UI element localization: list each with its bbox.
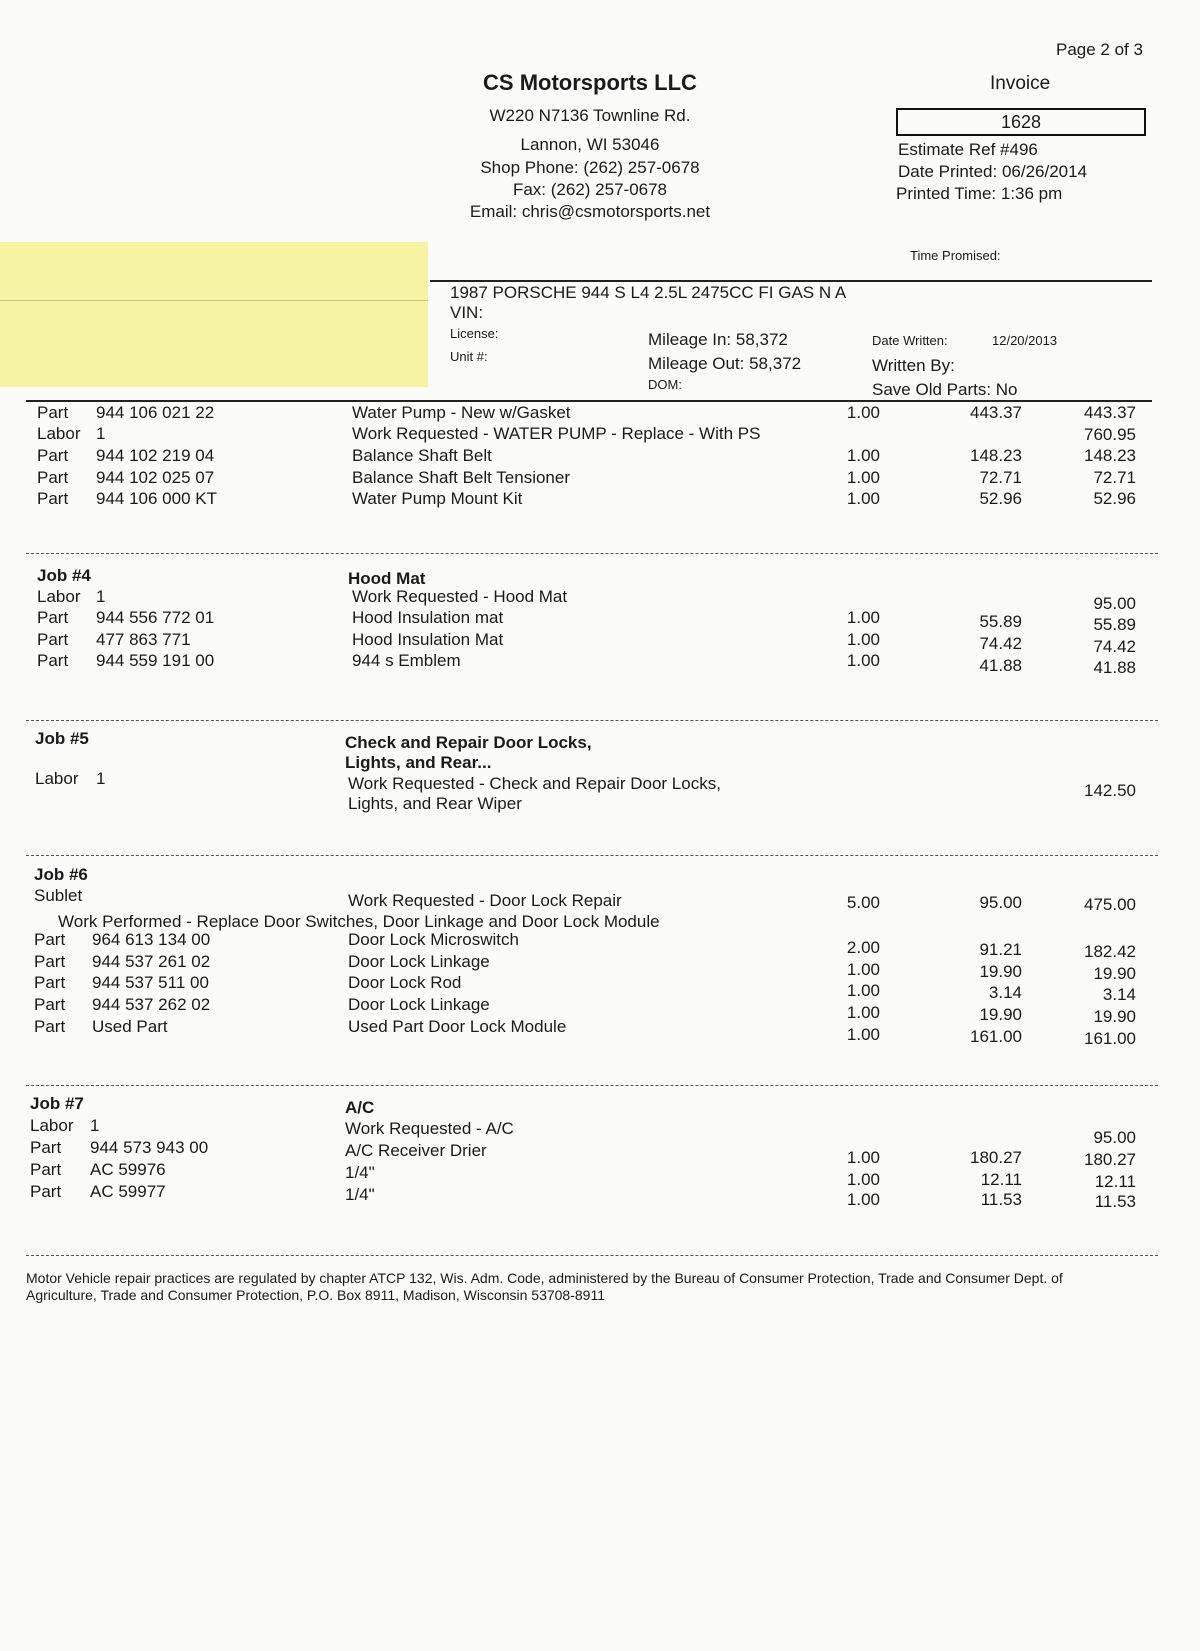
- shop-email: Email: chris@csmotorsports.net: [469, 202, 711, 221]
- line-item: Labor 1 Work Requested - Hood Mat 95.00: [37, 587, 1136, 613]
- shop-phone: Shop Phone: (262) 257-0678: [480, 158, 700, 177]
- dom-label: DOM:: [648, 377, 682, 392]
- line-item: Part 944 106 000 KT Water Pump Mount Kit 1.00 52.96 52.96: [37, 489, 1136, 508]
- printed-time: Printed Time: 1:36 pm: [896, 184, 1063, 203]
- shop-name: CS Motorsports LLC: [483, 70, 697, 95]
- line-item: Part 944 573 943 00 A/C Receiver Drier 1.00 180.27 180.27: [30, 1138, 1136, 1169]
- line-item: Part 964 613 134 00 Door Lock Microswitch 2.00 91.21 182.42: [34, 930, 1136, 961]
- date-printed: Date Printed: 06/26/2014: [898, 162, 1088, 181]
- job-name: Check and Repair Door Locks,: [345, 733, 592, 752]
- line-item: Part 944 559 191 00 944 s Emblem 1.00 41.88 41.88: [37, 651, 1136, 677]
- unit-label: Unit #:: [450, 349, 488, 364]
- line-item: Labor 1 Work Requested - A/C 95.00: [30, 1116, 1136, 1147]
- job-name: A/C: [345, 1098, 375, 1117]
- job-divider: [26, 1085, 1158, 1086]
- line-item: Labor 1 Work Requested - Check and Repair Door Locks, 142.50: [35, 769, 1136, 800]
- mileage-in: Mileage In: 58,372: [648, 330, 788, 349]
- mileage-out: Mileage Out: 58,372: [648, 354, 802, 373]
- vehicle-top-rule: [430, 280, 1152, 282]
- vin-label: VIN:: [450, 303, 484, 322]
- written-by: Written By:: [872, 356, 955, 375]
- line-item: Part 944 537 262 02 Door Lock Linkage 1.00 19.90 19.90: [34, 995, 1136, 1026]
- date-written: 12/20/2013: [992, 333, 1058, 348]
- invoice-label: Invoice: [990, 73, 1051, 94]
- shop-fax: Fax: (262) 257-0678: [512, 180, 668, 199]
- line-item-desc-cont: Lights, and Rear Wiper: [348, 794, 522, 813]
- invoice-number: 1628: [1000, 112, 1042, 132]
- estimate-ref: Estimate Ref #496: [898, 140, 1038, 159]
- page-number: Page 2 of 3: [1056, 40, 1143, 59]
- vehicle-description: 1987 PORSCHE 944 S L4 2.5L 2475CC FI GAS N A: [450, 283, 847, 302]
- job-title: Job #6: [34, 865, 88, 884]
- line-item: Part 944 102 025 07 Balance Shaft Belt Tensioner 1.00 72.71 72.71: [37, 468, 1136, 487]
- invoice-number-box: [896, 108, 1146, 136]
- work-performed: Work Performed - Replace Door Switches, Door Linkage and Door Lock Module: [58, 912, 660, 931]
- job-title: Job #4: [37, 566, 91, 585]
- time-promised: Time Promised:: [910, 248, 1001, 263]
- line-item: Part 944 537 261 02 Door Lock Linkage 1.00 19.90 19.90: [34, 952, 1136, 983]
- sticky-note-fold: [0, 300, 428, 301]
- shop-city: Lannon, WI 53046: [520, 135, 660, 154]
- regulation-notice: Motor Vehicle repair practices are regulated by chapter ATCP 132, Wis. Adm. Code, administered by the Bureau of Consumer Protection, Trade and Consumer Dept. of Agriculture, Trade and Consumer Protection, P.O. Box 8911, Madison, Wisconsin 53708-8911: [26, 1270, 1063, 1303]
- save-old-parts: Save Old Parts: No: [872, 380, 1018, 399]
- lines-top-rule: [26, 400, 1152, 402]
- job-title: Job #7: [30, 1094, 84, 1113]
- job-name-cont: Lights, and Rear...: [345, 753, 492, 772]
- line-item: Labor 1 Work Requested - WATER PUMP - Replace - With PS 760.95: [37, 424, 1136, 444]
- job-title: Job #5: [35, 729, 89, 748]
- line-item: Part 944 537 511 00 Door Lock Rod 1.00 3.14 3.14: [34, 973, 1136, 1004]
- line-item: Part AC 59976 1/4" 1.00 12.11 12.11: [30, 1160, 1136, 1191]
- job-divider: [26, 855, 1158, 856]
- line-item: Part 477 863 771 Hood Insulation Mat 1.00 74.42 74.42: [37, 630, 1136, 656]
- line-item: Part 944 106 021 22 Water Pump - New w/Gasket 1.00 443.37 443.37: [37, 403, 1136, 422]
- job-divider: [26, 720, 1158, 721]
- line-item: Part Used Part Used Part Door Lock Module 1.00 161.00 161.00: [34, 1017, 1136, 1048]
- sticky-note: [0, 242, 428, 387]
- footer-divider: [26, 1255, 1158, 1256]
- license-label: License:: [450, 326, 499, 341]
- job-name: Hood Mat: [348, 569, 426, 588]
- sublet-row: Sublet Work Requested - Door Lock Repair 5.00 95.00 475.00: [34, 886, 1136, 914]
- line-item: Part AC 59977 1/4" 1.00 11.53 11.53: [30, 1182, 1136, 1211]
- shop-address: W220 N7136 Townline Rd.: [489, 106, 691, 125]
- date-written-label: Date Written:: [872, 333, 948, 348]
- job-divider: [26, 553, 1158, 554]
- line-item: Part 944 102 219 04 Balance Shaft Belt 1.00 148.23 148.23: [37, 446, 1136, 465]
- line-item: Part 944 556 772 01 Hood Insulation mat 1.00 55.89 55.89: [37, 608, 1136, 634]
